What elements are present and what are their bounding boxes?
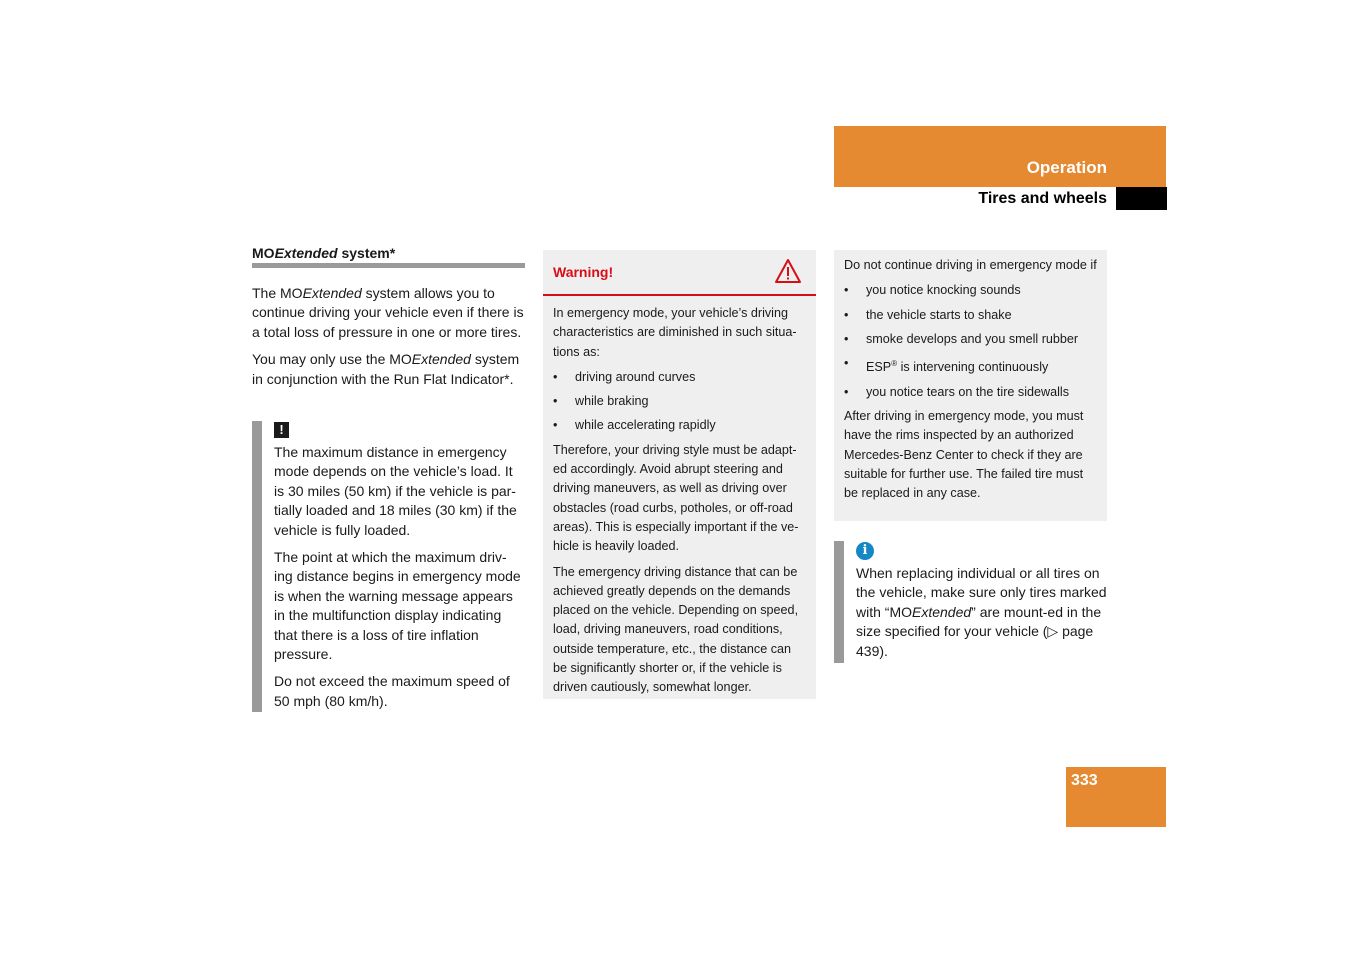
info-bar — [834, 541, 844, 663]
text-run: is intervening continuously — [897, 360, 1049, 375]
list-item: • driving around curves — [553, 368, 806, 387]
page-reference-link[interactable]: ” are mount-ed in the size specified for your vehicle (▷ page 439). — [856, 603, 1102, 659]
heading-prefix: MO — [252, 245, 275, 261]
info-box — [834, 541, 1107, 663]
text-italic: Extended — [411, 351, 471, 368]
registered-mark: ® — [891, 359, 898, 369]
notice-paragraph: The maximum distance in emergency mode depends on the vehicle’s load. It is 30 miles (50 km) if the vehicle is par-tially loaded and 18 miles (30 km) if the vehicle is fully loaded. — [274, 444, 517, 538]
notice-body — [274, 421, 525, 719]
emergency-paragraph: After driving in emergency mode, you must have the rims inspected by an authorized Mercedes-Benz Center to check if they are suitable for further use. The failed tire must be replaced in any case. — [844, 408, 1084, 501]
page-number: 333 — [1071, 772, 1098, 789]
heading-italic: Extended — [274, 245, 338, 261]
column-main — [252, 245, 525, 397]
notice-paragraph: The point at which the maximum driv-ing distance begins in emergency mode is when the warning message appears in the multifunction display indicating that there is a loss of tire inflation pressure. — [274, 549, 521, 663]
text-run: When replacing individual or all tires on the vehicle, make sure only tires marked with “MO — [856, 565, 1107, 620]
list-item: • while braking — [553, 392, 806, 411]
list-item: • you notice knocking sounds — [844, 281, 1097, 300]
warning-list — [553, 368, 806, 436]
text-italic: Extended — [302, 285, 362, 301]
heading-rule — [252, 263, 525, 268]
exclamation-icon: ! — [274, 422, 289, 438]
emergency-mode-box — [834, 250, 1107, 521]
warning-paragraph: Therefore, your driving style must be adapt-ed accordingly. Avoid abrupt steering and driving maneuvers, as well as driving over obstacles (road curbs, potholes, or off-road areas). This is especially important if the ve-hicle is heavily loaded. — [553, 442, 799, 554]
text-italic: Extended — [912, 603, 972, 620]
notice-box — [252, 421, 525, 712]
heading-suffix: system* — [337, 245, 396, 261]
notice-paragraph: Do not exceed the maximum speed of 50 mph (80 km/h). — [274, 673, 510, 709]
warning-body — [543, 296, 816, 698]
warning-triangle-icon — [774, 258, 802, 284]
warning-header — [543, 250, 816, 296]
warning-intro: In emergency mode, your vehicle’s driving characteristics are diminished in such situa-tions as: — [553, 306, 797, 359]
info-body — [856, 541, 1107, 669]
emergency-list — [844, 281, 1097, 402]
emergency-intro: Do not continue driving in emergency mode if — [844, 258, 1097, 272]
info-icon: i — [856, 542, 874, 560]
header-band — [834, 126, 1166, 187]
section-title: Operation — [1026, 158, 1107, 177]
header-tab-marker — [1116, 187, 1167, 210]
paragraph-usage — [252, 350, 525, 389]
text-run: system allows you to continue driving your vehicle even if there is a total loss of pressure in one or more tires. — [252, 285, 524, 340]
warning-box — [543, 250, 816, 699]
text-run: ESP — [866, 360, 892, 375]
list-item: • smoke develops and you smell rubber — [844, 330, 1097, 349]
warning-paragraph: The emergency driving distance that can be achieved greatly depends on the demands placed on the vehicle. Depending on speed, load, driving maneuvers, road conditions, outside temperature, etc., the distance can be significantly shorter or, if the vehicle is driven cautiously, somewhat longer. — [553, 564, 799, 695]
info-paragraph — [856, 564, 1107, 661]
text-run: You may only use the MO — [252, 351, 412, 368]
paragraph-intro — [252, 284, 525, 342]
list-item: • the vehicle starts to shake — [844, 306, 1097, 325]
emergency-mode-body — [834, 250, 1107, 503]
heading-moextended — [252, 245, 525, 263]
list-item: • you notice tears on the tire sidewalls — [844, 383, 1097, 402]
notice-bar — [252, 421, 262, 712]
list-item — [844, 354, 1097, 377]
text-run: system in conjunction with the Run Flat Indicator*. — [252, 351, 520, 387]
text-run: The MO — [252, 285, 303, 301]
warning-title: Warning! — [553, 264, 614, 280]
list-item: • while accelerating rapidly — [553, 416, 806, 435]
subsection-title: Tires and wheels — [978, 190, 1107, 207]
